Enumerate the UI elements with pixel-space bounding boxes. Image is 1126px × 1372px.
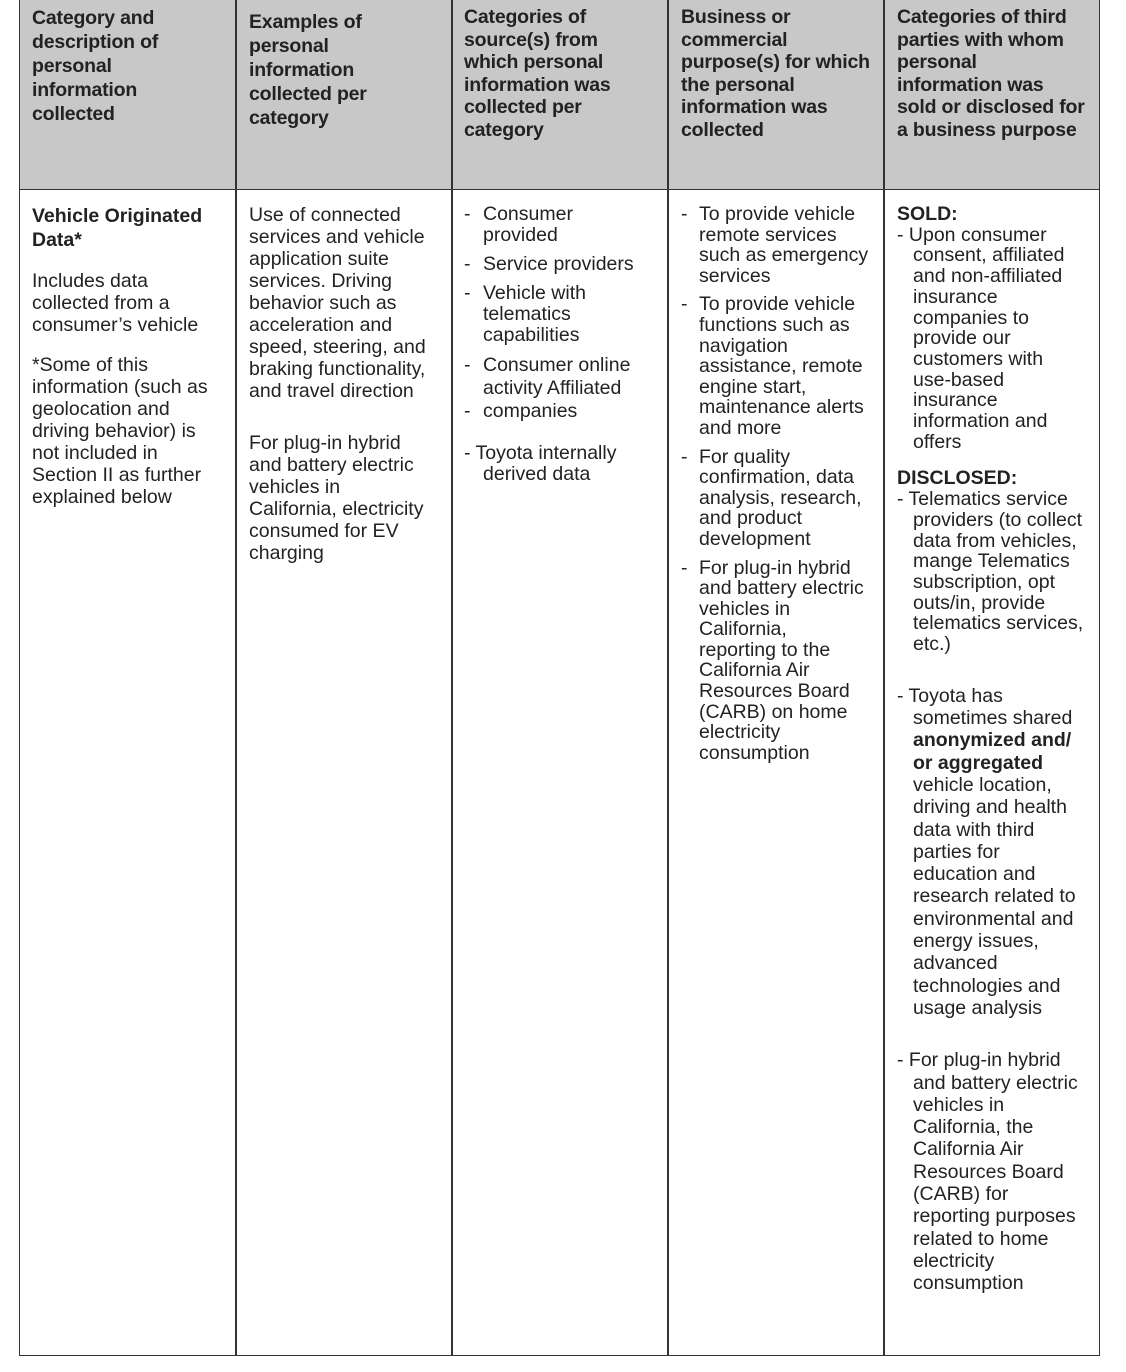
text-line: To provide vehicle (699, 203, 856, 225)
text-line: consumed for EV (249, 520, 399, 542)
header-line: sold or disclosed for (897, 96, 1085, 118)
text-line: remote services (699, 223, 837, 246)
text-line: derived data (483, 463, 591, 485)
text-line: information and (913, 410, 1048, 433)
text-line: Consumer (483, 203, 573, 225)
text-line: education and (913, 863, 1036, 886)
text-line: environmental and (913, 907, 1074, 930)
header-line: purpose(s) for which (681, 51, 870, 73)
text-line: consent, affiliated (913, 244, 1065, 267)
text-line: data with third (913, 818, 1035, 841)
text-line: outs/in, provide (913, 591, 1046, 614)
bullet-dash: - (464, 400, 471, 422)
text-line: data from vehicles, (913, 529, 1077, 552)
text-line: braking functionality, (249, 358, 426, 380)
header-line: information was (681, 96, 828, 118)
text-line: functions such as (699, 313, 850, 336)
bullet-dash: - (464, 203, 471, 225)
text-line: - For plug-in hybrid (897, 1049, 1061, 1072)
text-line: navigation (699, 334, 788, 357)
text-line: energy issues, (913, 930, 1039, 953)
bullet-dash: - (681, 556, 688, 579)
text-line: and more (699, 416, 782, 439)
text-line: Resources Board (913, 1160, 1064, 1183)
disclosed-item (897, 1049, 1097, 1294)
header-line: Category and (32, 7, 155, 29)
text-line: California, electricity (249, 498, 424, 520)
text-line: related to home (913, 1227, 1049, 1250)
list-item (681, 447, 881, 550)
text-line: California Air (913, 1138, 1024, 1161)
text-line: technologies and (913, 974, 1061, 997)
text-line: and travel direction (249, 380, 414, 402)
header-line: category (464, 118, 544, 141)
header-line: information (249, 59, 355, 81)
text-line: Consumer online (483, 354, 631, 376)
text-line: collected from a (32, 292, 170, 314)
text-line: provide our (913, 327, 1011, 350)
text-line: subscription, opt (913, 570, 1055, 593)
text-line: insurance (913, 389, 998, 412)
text-line: Use of connected (249, 204, 401, 226)
text-line: parties for (913, 840, 1000, 863)
text-line: geolocation and (32, 398, 170, 420)
text-line: (CARB) on home (699, 700, 848, 723)
privacy-table (19, 0, 1100, 1356)
list-item (464, 354, 660, 400)
header-line: description of (32, 31, 159, 53)
text-line: assistance, remote (699, 355, 863, 378)
text-line: sometimes shared (913, 707, 1073, 730)
text-line: California, the (913, 1116, 1034, 1139)
text-line: information (such as (32, 376, 208, 398)
text-line: and battery electric (699, 577, 864, 600)
list-item (681, 294, 881, 438)
cell-third-parties (897, 204, 1097, 1294)
text-line: services (699, 264, 771, 287)
header-line: Examples of (249, 11, 362, 33)
text-line: - Upon consumer (897, 223, 1047, 246)
header-line: information (32, 79, 138, 101)
text-line: analysis, research, (699, 486, 862, 509)
header-line: a business purpose (897, 118, 1077, 141)
text-line: driving behavior) is (32, 420, 196, 442)
bullet-dash: - (681, 293, 688, 316)
header-line: commercial (681, 28, 788, 51)
text-line: - Toyota has (897, 684, 1003, 707)
header-cell-sources (464, 6, 611, 141)
cell-purposes (681, 204, 881, 763)
bullet-dash: - (681, 203, 688, 225)
text-line: For quality (699, 445, 791, 468)
text-line: Section II as further (32, 464, 202, 486)
cell-category (32, 204, 228, 508)
text-line: Service providers (483, 253, 634, 275)
text-line: vehicles in (913, 1093, 1005, 1116)
text-line: and non-affiliated (913, 265, 1063, 288)
examples-paragraph (249, 432, 445, 564)
header-line: Categories of third (897, 6, 1067, 28)
bullet-dash: - (464, 253, 471, 275)
text-line: development (699, 527, 811, 550)
header-line: collected (681, 118, 764, 141)
category-footnote (32, 354, 228, 508)
text-line: - Telematics service (897, 488, 1068, 511)
header-line: category (249, 107, 329, 129)
header-cell-examples (249, 10, 367, 130)
text-line: provided (483, 224, 558, 246)
text-line: Includes data (32, 270, 149, 292)
header-line: collected (32, 103, 115, 125)
text-line: consumer’s vehicle (32, 314, 199, 336)
text-line: Vehicle Originated (32, 205, 203, 227)
text-line: research related to (913, 885, 1076, 908)
text-line: telematics (483, 303, 571, 325)
list-item (681, 204, 881, 286)
header-line: personal (32, 55, 112, 77)
text-line: customers with (913, 347, 1044, 370)
header-line: collected per (464, 96, 582, 118)
text-line: *Some of this (32, 354, 148, 376)
text-line: charging (249, 542, 324, 564)
list-item (464, 254, 660, 275)
list-item (464, 204, 660, 246)
column-divider (667, 0, 669, 1355)
text-line: usage analysis (913, 996, 1042, 1019)
list-item (464, 400, 660, 423)
text-line: services. Driving (249, 270, 393, 292)
text-line: electricity (913, 1249, 995, 1272)
text-line: and battery electric (249, 454, 414, 476)
text-line: offers (913, 430, 962, 453)
text-line: behavior such as (249, 292, 397, 314)
text-line: speed, steering, and (249, 336, 426, 358)
text-line: Vehicle with (483, 282, 586, 304)
disclosed-item (897, 510, 1097, 655)
disclosed-item (897, 685, 1097, 1019)
text-line: not included in (32, 442, 158, 464)
header-line: which personal (464, 51, 604, 73)
text-line: services and vehicle (249, 226, 425, 248)
text-line: Resources Board (699, 680, 850, 703)
text-line: vehicle location, (913, 773, 1052, 796)
text-line: reporting purposes (913, 1205, 1076, 1228)
text-line: vehicles in (699, 597, 791, 620)
header-line: collected per (249, 83, 367, 105)
text-line: For plug-in hybrid (699, 556, 851, 579)
examples-paragraph (249, 204, 445, 402)
text-line: Data* (32, 229, 82, 251)
category-title (32, 204, 228, 252)
cell-examples (249, 204, 445, 564)
text-line: vehicles in (249, 476, 341, 498)
text-line: companies (483, 400, 578, 422)
header-line: source(s) from (464, 28, 598, 51)
text-line: activity Affiliated (483, 377, 622, 399)
text-line: insurance (913, 285, 998, 308)
text-line: and product (699, 507, 802, 530)
text-line: telematics services, (913, 612, 1084, 635)
emphasis-text: anonymized and/ (913, 729, 1072, 752)
list-item (681, 558, 881, 764)
text-line: providers (to collect (913, 508, 1083, 531)
text-line: consumption (913, 1272, 1024, 1295)
text-line: capabilities (483, 324, 580, 346)
text-line: consumption (699, 741, 810, 764)
emphasis-text: or aggregated (913, 751, 1044, 774)
sold-description (897, 245, 1097, 452)
text-line: confirmation, data (699, 466, 855, 489)
text-line: and battery electric (913, 1071, 1078, 1094)
text-line: To provide vehicle (699, 293, 856, 316)
bullet-dash: - (681, 445, 688, 468)
header-line: Categories of (464, 6, 587, 28)
cell-sources (464, 204, 660, 485)
bullet-dash: - (464, 354, 471, 376)
header-line: personal (897, 51, 977, 73)
text-line: acceleration and (249, 314, 393, 336)
disclosed-label: DISCLOSED: (897, 467, 1018, 490)
header-cell-third-parties (897, 6, 1085, 141)
text-line: such as emergency (699, 244, 869, 267)
header-line: the personal (681, 73, 795, 96)
text-line: maintenance alerts (699, 396, 864, 419)
text-line: electricity (699, 721, 781, 744)
text-line: use-based (913, 368, 1005, 391)
text-line: California, (699, 618, 787, 641)
text-line: driving and health (913, 796, 1067, 819)
header-line: Business or (681, 6, 791, 28)
text-line: application suite (249, 248, 389, 270)
list-item (464, 283, 660, 346)
text-line: mange Telematics (913, 550, 1070, 573)
bullet-dash: - (464, 282, 471, 304)
text-line: reporting to the (699, 638, 831, 661)
header-line: parties with whom (897, 28, 1064, 51)
category-description (32, 270, 228, 336)
text-line: companies to (913, 306, 1029, 329)
list-item (464, 443, 660, 485)
column-divider (235, 0, 237, 1355)
header-line: personal (249, 35, 329, 57)
header-line: information was (897, 73, 1044, 96)
text-line: - Toyota internally (464, 442, 617, 464)
header-line: information was (464, 73, 611, 96)
text-line: advanced (913, 952, 998, 975)
text-line: California Air (699, 659, 810, 682)
text-line: (CARB) for (913, 1183, 1009, 1205)
column-divider (883, 0, 885, 1355)
column-divider (451, 0, 453, 1355)
text-line: engine start, (699, 375, 807, 398)
header-cell-purposes (681, 6, 870, 141)
sold-label: SOLD: (897, 203, 958, 225)
text-line: For plug-in hybrid (249, 432, 401, 454)
header-cell-category (32, 6, 158, 126)
text-line: explained below (32, 486, 172, 508)
text-line: etc.) (913, 633, 951, 656)
